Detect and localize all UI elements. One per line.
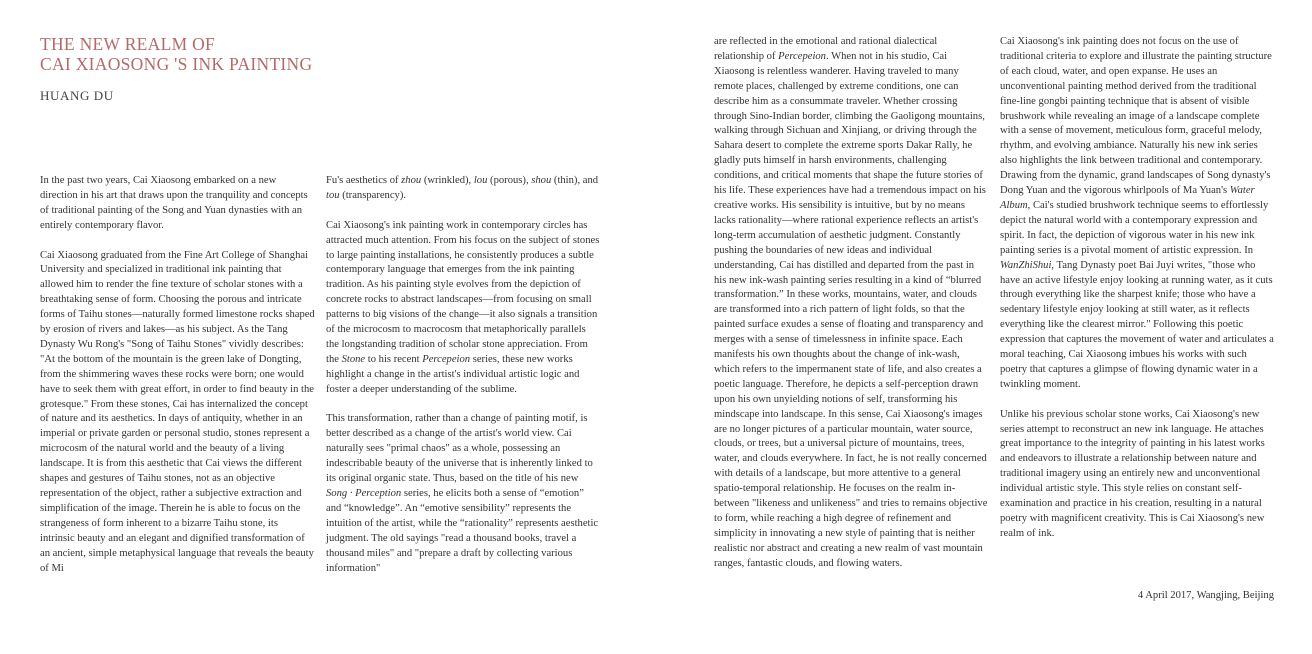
term-tou: tou bbox=[326, 189, 340, 201]
paragraph: Fu's aesthetics of zhou (wrinkled), lou (porous), shou (thin), and tou (transparency). bbox=[326, 175, 599, 201]
paragraph: In the past two years, Cai Xiaosong embarked on a new direction in his art that draws upon the tranquility and concepts of traditional painting of the Song and Yuan dynasties with an entirely contemporary flavor. bbox=[40, 175, 308, 231]
work-title-stone: Stone bbox=[341, 353, 366, 365]
paragraph: Cai Xiaosong's ink painting does not focus on the use of traditional criteria to explore and illustrate the painting structure of each cloud, water, and open expanse. He uses an unconventional painting method derived from the traditional fine-line gongbi painting technique that is absent of visible brushwork while revealing an image of a landscape complete with a sense of movement, meticulous form, graceful melody, rhythm, and evolving ambiance. Naturally his new ink series also highlights the link between traditional and contemporary. Drawing from the dynamic, grand landscapes of Song dynasty's Dong Yuan and the vigorous whirlpools of Ma Yuan's Water Album, Cai's studied brushwork technique seems to effortlessly depict the natural world with a contemporary expression and spirit. In fact, the depiction of vigorous water in his new ink painting series is a pivotal moment of artistic expression. In WanZhiShui, Tang Dynasty poet Bai Juyi writes, "those who have an active lifestyle enjoy looking at running water, as it cuts through everything like the sharpest knife; those who have a sedentary lifestyle enjoy looking at still water, as it reflects everything like the clearest mirror." Following this poetic expression that captures the movement of water and articulates a moral teaching, Cai Xiaosong imbues his works with such poetry that captures a glimpse of flowing dynamic water in a twinkling moment. bbox=[1000, 36, 1274, 390]
term-lou: lou bbox=[473, 175, 488, 186]
author-name: HUANG DU bbox=[40, 88, 114, 103]
title-line-2: CAI XIAOSONG 'S INK PAINTING bbox=[40, 54, 313, 74]
paragraph: Unlike his previous scholar stone works, Cai Xiaosong's new series attempt to reconstruct an new ink language. He attaches great importance to the integrity of painting in his latest works and endeavors to illustrate a relationship between nature and traditional imagery using an entirely new and unconventional individual artistic style. This style relies on constant self-examination and practice in his creation, resulting in a natural poetry with magnificent creativity. This is Cai Xiaosong's new realm of ink. bbox=[1000, 408, 1265, 539]
text-column-3 bbox=[714, 35, 988, 572]
work-title-percepeion: Percepeion bbox=[422, 353, 471, 365]
term-zhou: zhou bbox=[401, 175, 422, 186]
work-title-water-album: Water Album bbox=[1000, 185, 1255, 211]
date-place-signature: 4 April 2017, Wangjing, Beijing bbox=[1137, 590, 1274, 601]
title-line-1: THE NEW REALM OF bbox=[40, 34, 216, 54]
paragraph: This transformation, rather than a change of painting motif, is better described as a change of the artist's world view. Cai naturally sees "primal chaos" as a whole, possessing an indescribable beauty of the universe that is inherently linked to its original organic state. Thus, based on the title of his new Song · Perception series, he elicits both a sense of “emotion” and “knowledge”. An “emotive sensibility” represents the intuition of the artist, while the “rationality” represents aesthetic judgment. The old sayings "read a thousand books, travel a thousand miles" and "prepare a draft by collecting various information" bbox=[326, 413, 599, 574]
text-column-4 bbox=[1000, 35, 1274, 542]
paragraph: Cai Xiaosong's ink painting work in contemporary circles has attracted much attention. From his focus on the subject of stones to large painting installations, he consistently produces a subtle contemporary language that emerges from the ink painting tradition. As his painting style evolves from the depiction of concrete rocks to abstract landscapes—from focusing on small patterns to big visions of the change—it also signals a transition of the microcosm to macrocosm that metaphorically parallels the longstanding tradition of scholar stone appreciation. From the Stone to his recent Percepeion series, these new works highlight a change in the artist's individual artistic logic and foster a deeper understanding of the sublime. bbox=[326, 219, 600, 395]
work-title-percepeion: Percepeion bbox=[778, 50, 826, 62]
term-shou: shou bbox=[531, 175, 552, 186]
paragraph: Cai Xiaosong graduated from the Fine Art College of Shanghai University and specialized in traditional ink painting that allowed him to render the fine texture of scholar stones with a breathtaking sense of form. Choosing the porous and intricate forms of Taihu stones—naturally formed limestone rocks shaped by erosion of rivers and lakes—as his subject. As the Tang Dynasty Wu Rong's "Song of Taihu Stones" vividly describes: "At the bottom of the mountain is the green lake of Dongting, from the shimmering waves these rocks were born; one would have to seek them with great effort, in order to find beauty in the grotesque." From these stones, Cai has internalized the concept of nature and its aesthetics. In days of antiquity, whether in an imperial or private garden or personal studio, stones represent a microcosm of the natural world and the beauty of a living landscape. It is from this aesthetic that Cai views the different shapes and gestures of Taihu stones, not as an objective representation of the object, rather a subjective extraction and simplification of the image. Therein he is able to focus on the strangeness of form inherent to a bizarre Taihu stone, its intrinsic beauty and an elegant and dignified transformation of an ancient, simple metaphysical language that reveals the beauty of Mi bbox=[40, 249, 315, 574]
article-title bbox=[40, 34, 312, 74]
work-title-wanzhishui: WanZhiShui bbox=[1000, 259, 1052, 271]
text-column-1 bbox=[40, 174, 315, 576]
work-title-song-perception: Song · Perception bbox=[326, 488, 402, 499]
text-column-2 bbox=[326, 174, 601, 576]
paragraph: are reflected in the emotional and rational dialectical relationship of Percepeion. When not in his studio, Cai Xiaosong is relentless wanderer. Having traveled to many remote places, challenged by extreme conditions, one can describe him as a consummate traveler. Whether crossing through Sino-Indian border, climbing the Gaoligong mountains, walking through Sichuan and Xinjiang, or driving through the Sahara desert to complete the extreme sports Dakar Rally, he gladly puts himself in harsh environments, challenging conditions, and critical moments that shape the future stories of his life. These experiences have had a tremendous impact on his creative works. His sensibility is intuitive, but by no means lacks rationality—where rational experience reflects an artist's long-term accumulation of aesthetic judgment. Constantly pushing the boundaries of new ideas and individual understanding, Cai has distilled and departed from the past in his new ink-wash painting series resulting in a kind of “blurred transformation.” In these works, mountains, water, and clouds are transformed into a rich pattern of light folds, so that the painted surface exudes a sense of floating and transparency and merges with a sense of timelessness in infinite space. Each manifests his own thoughts about the change of ink-wash, which refers to the impermanent state of life, and also creates a poetic language. Therefore, he depicts a self-perception drawn upon his own unyielding notions of self, transforming his mindscape into landscape. In this sense, Cai Xiaosong's images are no longer pictures of a particular mountain, water source, clouds, or trees, but a universal picture of mountains, trees, water, and clouds everywhere. In fact, he is not really concerned with details of a landscape, but more attentive to a general spatio-temporal relationship. He focuses on the realm in-between "likeness and unlikeness" and tries to remains objective to form, while reaching a high degree of refinement and simplicity in innovating a new style of painting that is neither realistic nor abstract and creating a new realm of vast mountain ranges, fantastic clouds, and flowing waters. bbox=[714, 36, 988, 569]
